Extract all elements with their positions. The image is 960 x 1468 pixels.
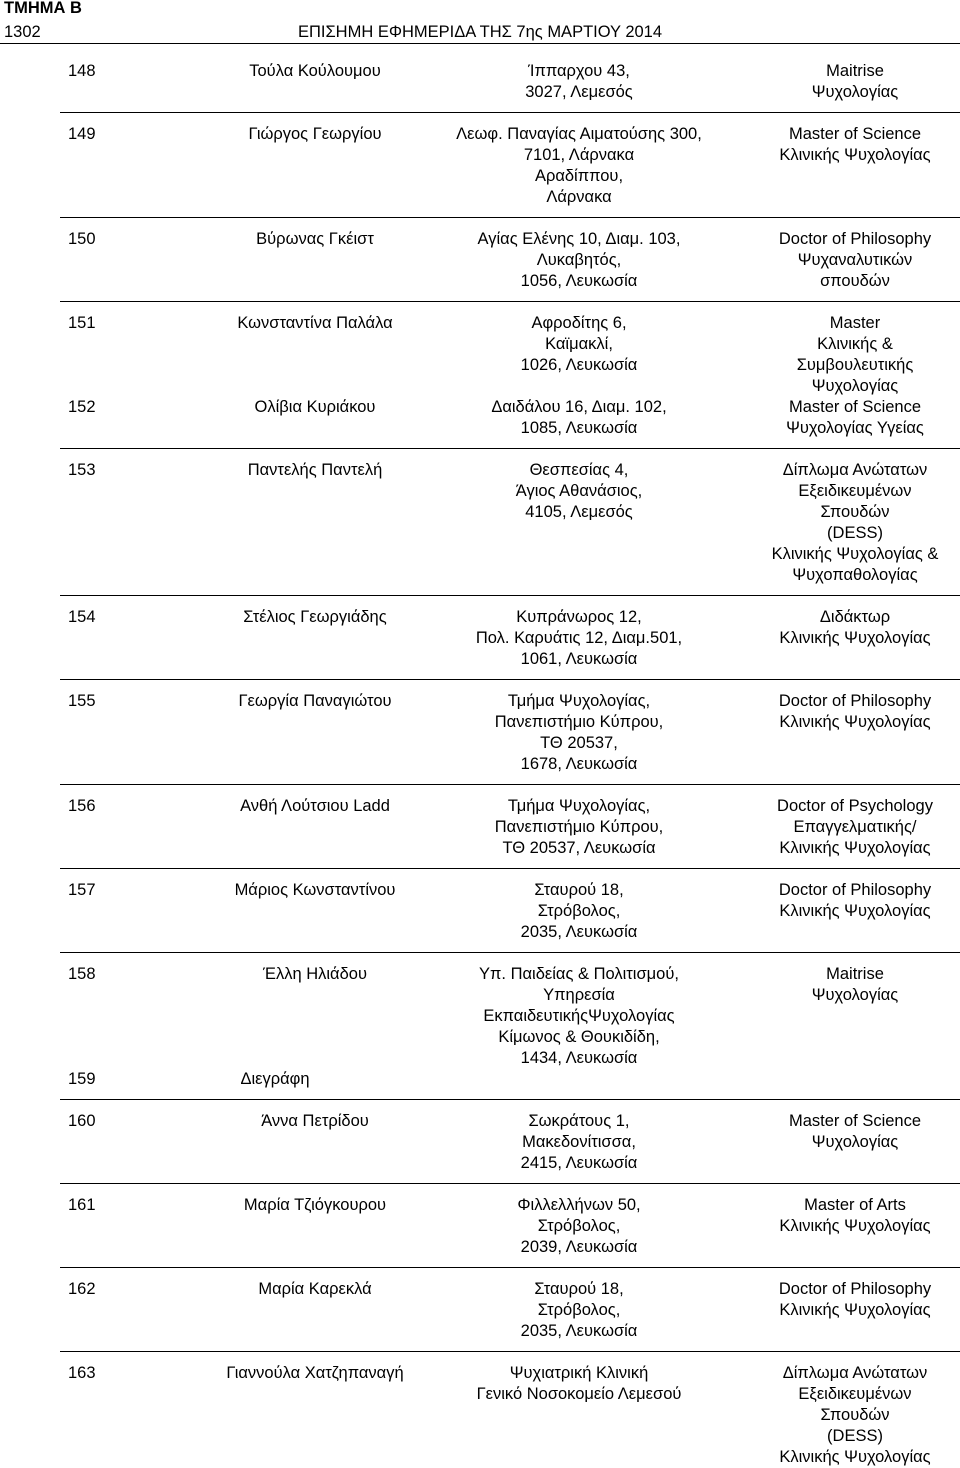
entry-address — [414, 880, 744, 943]
table-row — [0, 61, 960, 124]
entry-qualification — [705, 880, 960, 922]
entry-address-line: Σταυρού 18, — [534, 881, 624, 899]
entry-address-line: Λάρνακα — [546, 188, 612, 206]
entry-number: 154 — [68, 608, 96, 626]
entry-qualification-line: Εξειδικευμένων — [798, 482, 912, 500]
entry-name: Γιαννούλα Χατζηπαναγή — [226, 1364, 404, 1382]
entry-number: 153 — [68, 461, 96, 479]
entry-address-line: 3027, Λεμεσός — [525, 83, 633, 101]
entry-address-line: Υπηρεσία — [543, 986, 615, 1004]
section-label: ΤΜΗΜΑ Β — [4, 0, 82, 17]
entry-qualification-line: Εξειδικευμένων — [798, 1385, 912, 1403]
entry-qualification-line: σπουδών — [820, 272, 890, 290]
entry-number: 148 — [68, 62, 96, 80]
entry-qualification-line: Κλινικής Ψυχολογίας — [779, 1448, 931, 1466]
entry-address-line: Φιλλελλήνων 50, — [517, 1196, 641, 1214]
entry-name: Κωνσταντίνα Παλάλα — [237, 314, 393, 332]
row-divider — [60, 448, 960, 449]
entry-qualification-line: Doctor of Philosophy — [778, 881, 932, 899]
entry-address — [414, 1111, 744, 1174]
entry-qualification-line: Ψυχαναλυτικών — [797, 251, 913, 269]
entry-name: Παντελής Παντελή — [247, 461, 383, 479]
row-divider — [60, 784, 960, 785]
entry-address-line: 7101, Λάρνακα — [523, 146, 635, 164]
entry-address-line: Σωκράτους 1, — [528, 1112, 630, 1130]
entry-name: Στέλιος Γεωργιάδης — [243, 608, 387, 626]
entry-address-line: Αραδίππου, — [534, 167, 624, 185]
entry-name: Ανθή Λούτσιου Ladd — [240, 797, 390, 815]
entry-address-line: Θεσπεσίας 4, — [529, 461, 629, 479]
entry-address-line: Μακεδονίτισσα, — [522, 1133, 636, 1151]
entry-name: Μάριος Κωνσταντίνου — [234, 881, 396, 899]
entry-address-line: 1056, Λευκωσία — [520, 272, 638, 290]
row-divider — [60, 868, 960, 869]
entry-number: 161 — [68, 1196, 96, 1214]
entry-qualification — [705, 1111, 960, 1153]
entry-address-line: Πολ. Καρυάτις 12, Διαμ.501, — [475, 629, 683, 647]
entry-address — [414, 229, 744, 292]
entry-qualification-line: Ψυχολογίας Υγείας — [786, 419, 924, 437]
entry-qualification-line: Κλινικής Ψυχολογίας — [779, 1217, 931, 1235]
entry-qualification-line: Ψυχολογίας — [811, 377, 899, 395]
entry-address — [414, 691, 744, 775]
entry-qualification-line: Ψυχολογίας — [811, 986, 899, 1004]
gazette-title: ΕΠΙΣΗΜΗ ΕΦΗΜΕΡΙΔΑ ΤΗΣ 7ης ΜΑΡΤΙΟΥ 2014 — [297, 23, 663, 41]
header-divider — [0, 43, 960, 44]
row-divider — [60, 1183, 960, 1184]
row-divider — [60, 217, 960, 218]
register-table — [0, 61, 960, 1468]
entry-address-line: ΤΘ 20537, Λευκωσία — [502, 839, 656, 857]
entry-qualification-line: Σπουδών — [820, 1406, 890, 1424]
entry-qualification-line: Master of Science — [788, 1112, 922, 1130]
entry-address-line: ΕκπαιδευτικήςΨυχολογίας — [483, 1007, 675, 1025]
entry-qualification — [705, 964, 960, 1006]
entry-address — [414, 796, 744, 859]
entry-qualification-line: Master — [829, 314, 881, 332]
entry-address — [414, 61, 744, 103]
table-row — [0, 1111, 960, 1195]
entry-name: Άννα Πετρίδου — [261, 1112, 369, 1130]
entry-qualification-line: Δίπλωμα Ανώτατων — [782, 461, 928, 479]
entry-address-line: 2035, Λευκωσία — [520, 1322, 638, 1340]
entry-qualification-line: Ψυχοπαθολογίας — [792, 566, 918, 584]
entry-name: Γιώργος Γεωργίου — [248, 125, 382, 143]
entry-qualification-line: Κλινικής Ψυχολογίας & — [771, 545, 939, 563]
entry-address-line: Αφροδίτης 6, — [531, 314, 627, 332]
entry-qualification-line: Κλινικής Ψυχολογίας — [779, 839, 931, 857]
row-divider — [60, 1267, 960, 1268]
entry-qualification-line: Maitrise — [826, 62, 884, 80]
entry-address-line: Στρόβολος, — [537, 1301, 621, 1319]
entry-qualification-line: Κλινικής & — [817, 335, 893, 353]
entry-address-line: 1061, Λευκωσία — [520, 650, 638, 668]
entry-address-line: Λεωφ. Παναγίας Αιματούσης 300, — [456, 125, 702, 143]
entry-name: Βύρωνας Γκέιστ — [256, 230, 374, 248]
entry-number: 157 — [68, 881, 96, 899]
entry-qualification-line: Συμβουλευτικής — [796, 356, 914, 374]
entry-qualification-line: Κλινικής Ψυχολογίας — [779, 146, 931, 164]
row-divider — [60, 1099, 960, 1100]
entry-address-line: 1678, Λευκωσία — [520, 755, 638, 773]
entry-qualification-line: Master of Science — [788, 125, 922, 143]
table-row — [0, 1363, 960, 1468]
entry-qualification-line: Doctor of Philosophy — [778, 230, 932, 248]
entry-address-line: Άγιος Αθανάσιος, — [515, 482, 643, 500]
row-divider — [60, 1351, 960, 1352]
entry-name: Μαρία Καρεκλά — [258, 1280, 372, 1298]
entry-address — [414, 1195, 744, 1258]
entry-name: Γεωργία Παναγιώτου — [238, 692, 392, 710]
entry-address-line: 1085, Λευκωσία — [520, 419, 638, 437]
entry-qualification-line: Doctor of Psychology — [777, 797, 933, 815]
entry-number: 155 — [68, 692, 96, 710]
entry-address — [414, 313, 744, 376]
entry-address-line: Στρόβολος, — [537, 902, 621, 920]
entry-qualification-line: Master of Arts — [804, 1196, 906, 1214]
table-row — [0, 691, 960, 796]
entry-qualification-line: Κλινικής Ψυχολογίας — [779, 902, 931, 920]
entry-address — [414, 1363, 744, 1405]
table-row — [0, 964, 960, 1069]
entry-address-line: Σταυρού 18, — [534, 1280, 624, 1298]
entry-number: 156 — [68, 797, 96, 815]
entry-qualification — [705, 1363, 960, 1468]
entry-number: 159 — [68, 1070, 96, 1088]
entry-address-line: Πανεπιστήμιο Κύπρου, — [494, 713, 664, 731]
entry-qualification-line: Doctor of Philosophy — [778, 1280, 932, 1298]
entry-address-line: Αγίας Ελένης 10, Διαμ. 103, — [477, 230, 681, 248]
entry-qualification — [705, 691, 960, 733]
entry-qualification — [705, 1279, 960, 1321]
table-row — [0, 1195, 960, 1279]
entry-address-line: Στρόβολος, — [537, 1217, 621, 1235]
entry-number: 149 — [68, 125, 96, 143]
entry-address-line: Ψυχιατρική Κλινική — [509, 1364, 649, 1382]
entry-name: Διεγράφη — [240, 1070, 310, 1088]
entry-qualification — [705, 313, 960, 397]
table-row — [0, 880, 960, 964]
entry-address — [414, 460, 744, 523]
entry-qualification — [705, 124, 960, 166]
entry-qualification — [705, 607, 960, 649]
entry-address-line: 2415, Λευκωσία — [520, 1154, 638, 1172]
entry-number: 150 — [68, 230, 96, 248]
entry-qualification-line: Κλινικής Ψυχολογίας — [779, 629, 931, 647]
table-row — [0, 607, 960, 691]
entry-address-line: 1434, Λευκωσία — [520, 1049, 638, 1067]
entry-qualification-line: Doctor of Philosophy — [778, 692, 932, 710]
entry-address-line: Πανεπιστήμιο Κύπρου, — [494, 818, 664, 836]
entry-address-line: 2039, Λευκωσία — [520, 1238, 638, 1256]
entry-qualification — [705, 397, 960, 439]
row-divider — [60, 679, 960, 680]
entry-address-line: Λυκαβητός, — [536, 251, 622, 269]
entry-number: 151 — [68, 314, 96, 332]
entry-name: Τούλα Κούλουμου — [249, 62, 381, 80]
entry-qualification-line: (DESS) — [827, 1427, 883, 1445]
entry-qualification-line: Ψυχολογίας — [811, 1133, 899, 1151]
entry-address-line: 1026, Λευκωσία — [520, 356, 638, 374]
entry-address-line: Υπ. Παιδείας & Πολιτισμού, — [479, 965, 679, 983]
entry-qualification — [705, 796, 960, 859]
entry-address-line: Τμήμα Ψυχολογίας, — [507, 692, 651, 710]
row-divider — [60, 952, 960, 953]
table-row — [0, 397, 960, 460]
entry-address — [414, 1279, 744, 1342]
entry-qualification-line: Κλινικής Ψυχολογίας — [779, 1301, 931, 1319]
entry-qualification-line: Master of Science — [788, 398, 922, 416]
table-row — [0, 229, 960, 313]
entry-name: Μαρία Τζιόγκουρου — [243, 1196, 387, 1214]
entry-address-line: Γενικό Νοσοκομείο Λεμεσού — [476, 1385, 682, 1403]
entry-name: Ολίβια Κυριάκου — [254, 398, 376, 416]
entry-address-line: ΤΘ 20537, — [540, 734, 618, 752]
table-row — [0, 124, 960, 229]
entry-address-line: 2035, Λευκωσία — [520, 923, 638, 941]
entry-number: 163 — [68, 1364, 96, 1382]
table-row — [0, 796, 960, 880]
row-divider — [60, 595, 960, 596]
entry-qualification-line: Επαγγελματικής/ — [793, 818, 917, 836]
entry-qualification-line: Maitrise — [826, 965, 884, 983]
entry-qualification — [705, 1195, 960, 1237]
entry-number: 152 — [68, 398, 96, 416]
row-divider — [60, 112, 960, 113]
entry-address — [414, 964, 744, 1069]
entry-qualification-line: (DESS) — [827, 524, 883, 542]
entry-address — [414, 124, 744, 208]
table-row — [0, 1069, 960, 1111]
entry-qualification — [705, 229, 960, 292]
entry-number: 162 — [68, 1280, 96, 1298]
page-number: 1302 — [4, 23, 41, 41]
entry-qualification-line: Διδάκτωρ — [819, 608, 891, 626]
entry-number: 160 — [68, 1112, 96, 1130]
entry-qualification-line: Σπουδών — [820, 503, 890, 521]
entry-address-line: Ίππαρχου 43, — [528, 62, 630, 80]
entry-address-line: Δαιδάλου 16, Διαμ. 102, — [491, 398, 667, 416]
entry-address-line: Κίμωνος & Θουκιδίδη, — [498, 1028, 660, 1046]
entry-qualification-line: Κλινικής Ψυχολογίας — [779, 713, 931, 731]
entry-name: Έλλη Ηλιάδου — [263, 965, 367, 983]
entry-qualification-line: Δίπλωμα Ανώτατων — [782, 1364, 928, 1382]
page-header — [0, 0, 960, 44]
row-divider — [60, 301, 960, 302]
table-row — [0, 313, 960, 397]
entry-number: 158 — [68, 965, 96, 983]
entry-address-line: Καϊμακλί, — [545, 335, 613, 353]
entry-address-line: Κυπράνωρος 12, — [516, 608, 642, 626]
entry-address-line: 4105, Λεμεσός — [525, 503, 633, 521]
table-row — [0, 460, 960, 607]
entry-address — [414, 607, 744, 670]
table-row — [0, 1279, 960, 1363]
entry-address-line: Τμήμα Ψυχολογίας, — [507, 797, 651, 815]
entry-qualification-line: Ψυχολογίας — [811, 83, 899, 101]
entry-address — [414, 397, 744, 439]
entry-qualification — [705, 460, 960, 586]
entry-qualification — [705, 61, 960, 103]
